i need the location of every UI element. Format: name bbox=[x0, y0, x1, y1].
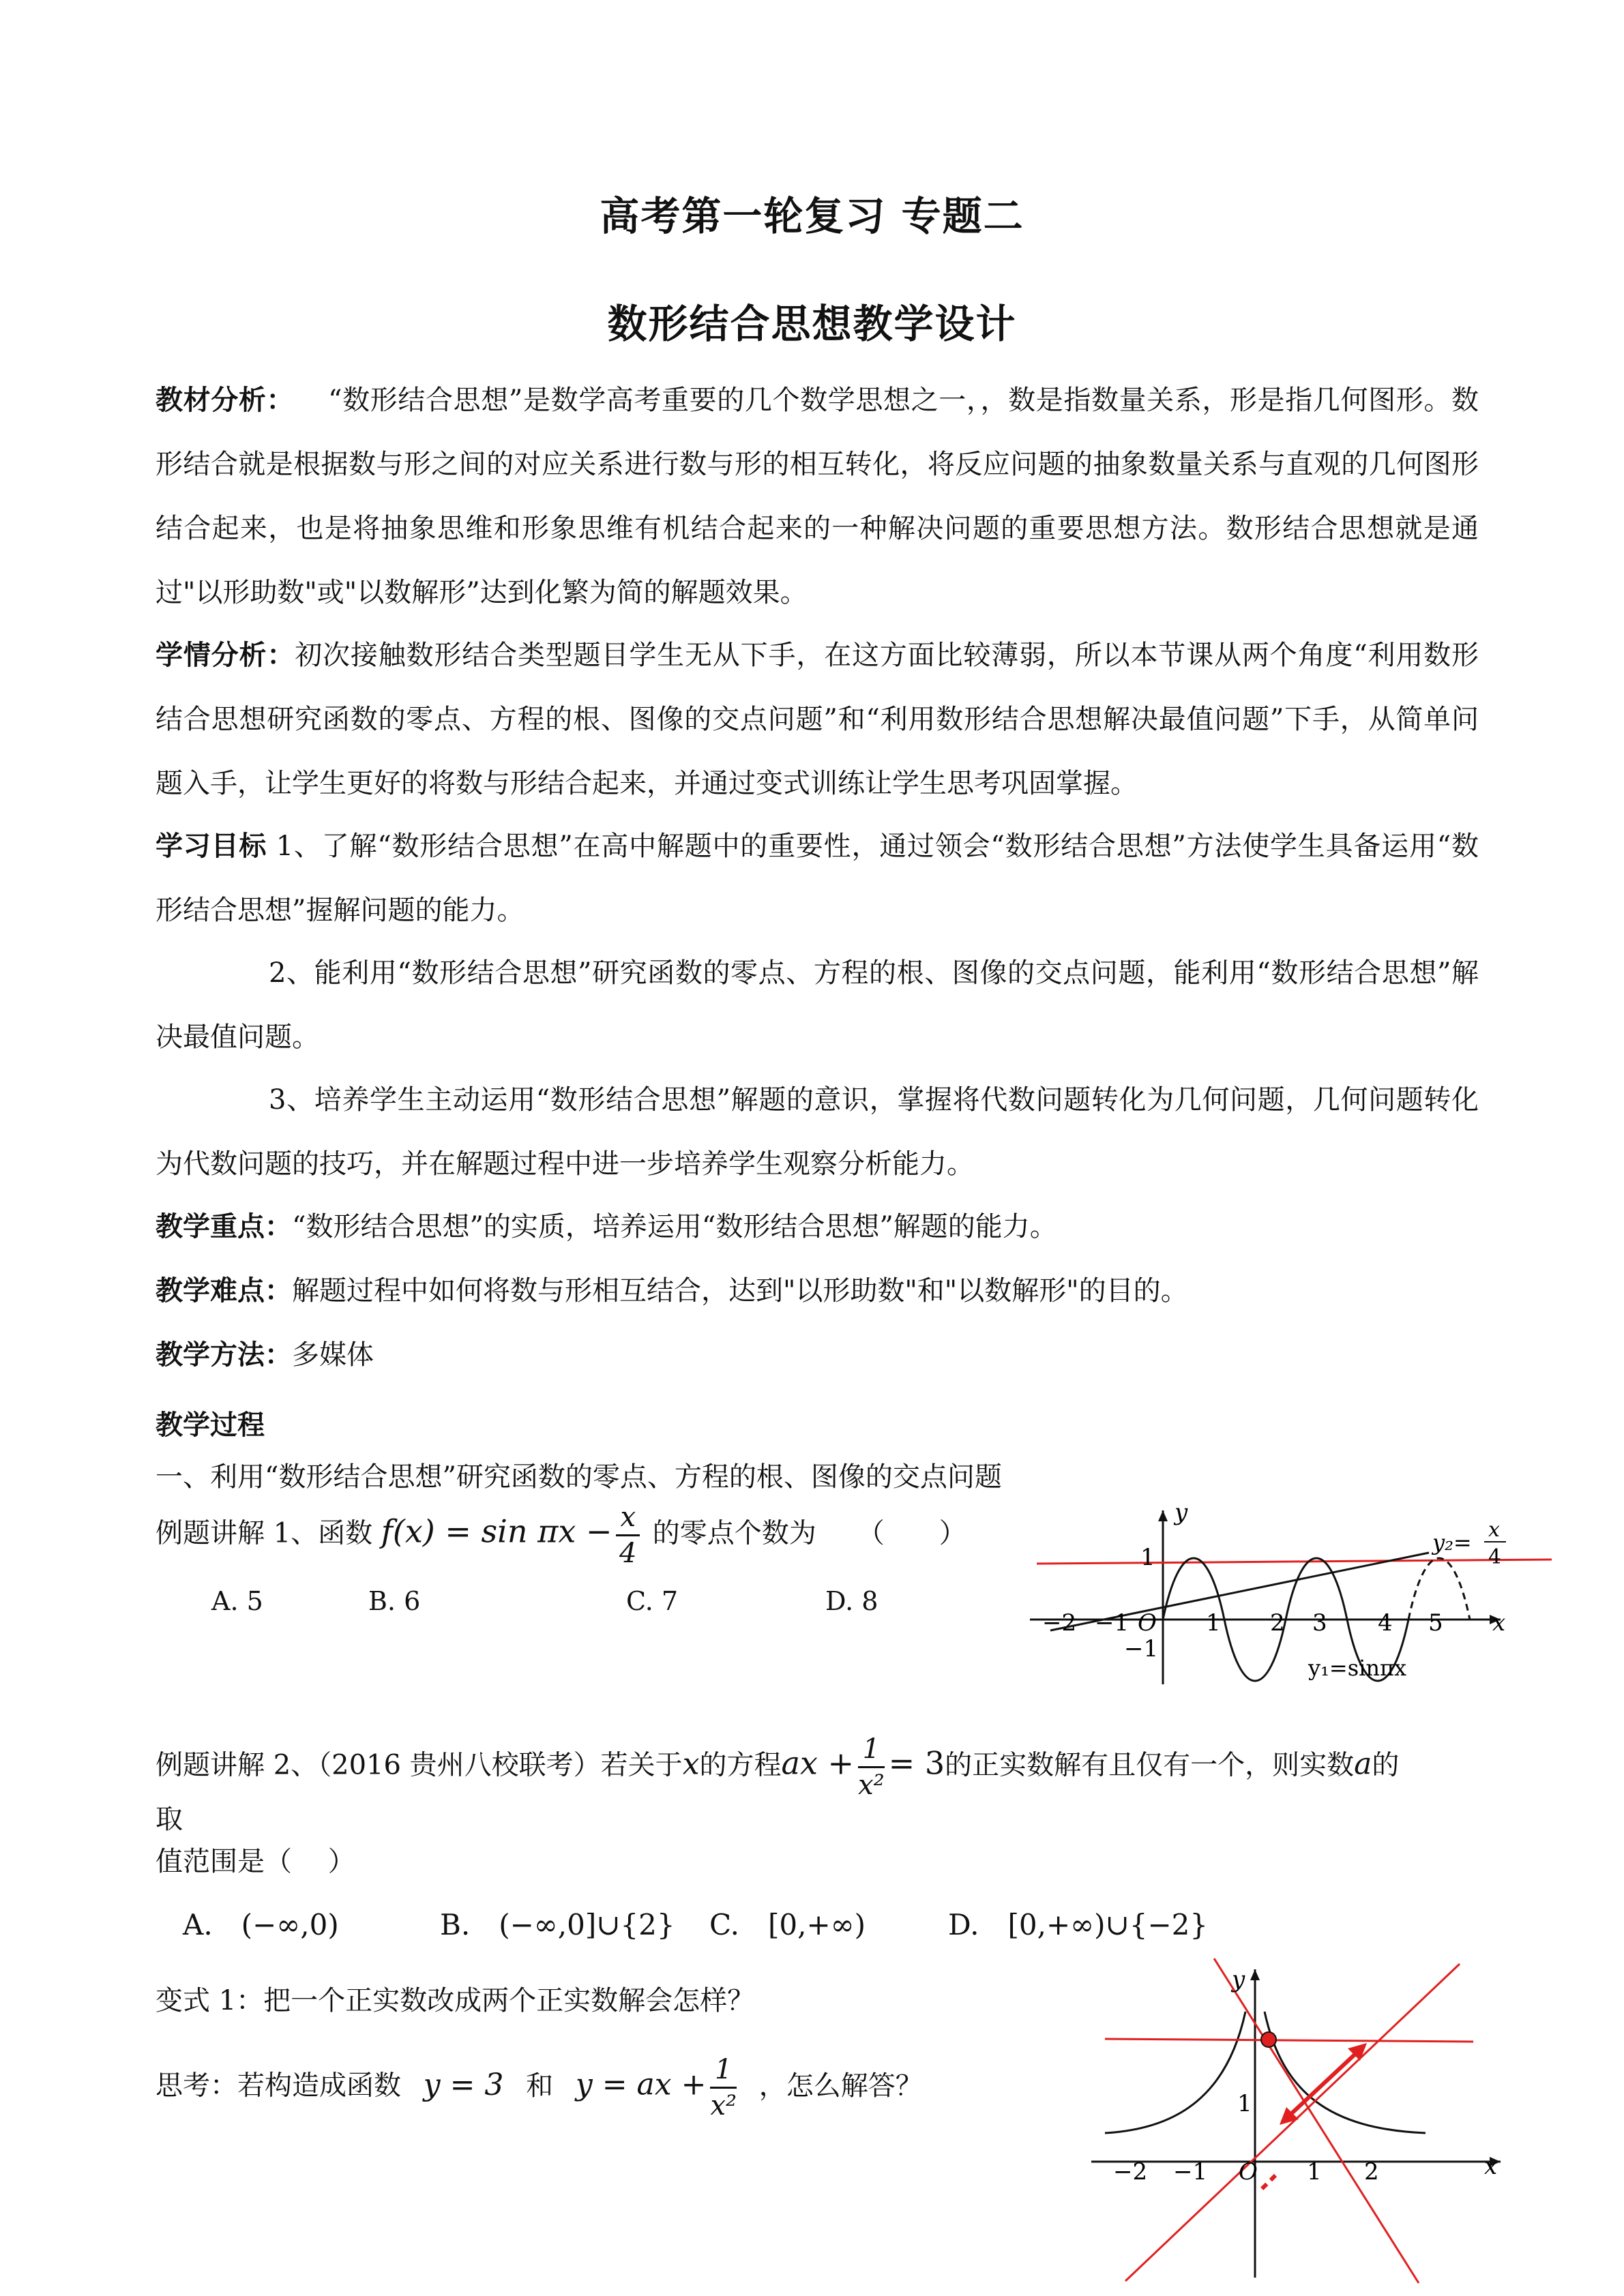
figure-2-tick-2: 2 bbox=[1364, 2158, 1379, 2186]
example-2-var-a: a bbox=[1354, 1746, 1372, 1782]
objectives-label: 学习目标 bbox=[156, 830, 267, 862]
objective-2: 2、能利用“数形结合思想”研究函数的零点、方程的根、图像的交点问题，能利用“数形结合思想”解决最值问题。 bbox=[156, 957, 1479, 1053]
example-2-eq-left: ax + bbox=[781, 1744, 855, 1782]
figure-1-x-label: x bbox=[1492, 1609, 1506, 1637]
example-2-line-2: 取 bbox=[156, 1804, 183, 1835]
figure-2-tick-neg1: −1 bbox=[1173, 2158, 1208, 2186]
figure-2-axes bbox=[1091, 1969, 1501, 2278]
figure-2-origin: O bbox=[1239, 2158, 1258, 2186]
example-2-option-b: B. (−∞,0]∪{2} bbox=[440, 1908, 675, 1941]
figure-1-y-label: y bbox=[1175, 1499, 1188, 1526]
figure-2-red-line-horizontal bbox=[1105, 2039, 1473, 2042]
figure-2-y-label: y bbox=[1232, 1966, 1245, 1993]
section-1-heading: 一、利用“数形结合思想”研究函数的零点、方程的根、图像的交点问题 bbox=[156, 1461, 1002, 1493]
figure-1-tick-neg1: −1 bbox=[1095, 1609, 1130, 1637]
figure-1-tick-3: 3 bbox=[1312, 1609, 1327, 1637]
example-2-option-a: A. (−∞,0) bbox=[183, 1908, 339, 1941]
figure-2-x-label: x bbox=[1484, 2153, 1498, 2180]
example-2-line-3: 值范围是（ ） bbox=[156, 1846, 355, 1877]
material-analysis bbox=[156, 368, 1479, 625]
example-2-eq-right: = 3 bbox=[888, 1744, 945, 1782]
key-point-text: “数形结合思想”的实质，培养运用“数形结合思想”解题的能力。 bbox=[292, 1211, 1057, 1242]
key-point bbox=[156, 1195, 1479, 1259]
example-1-option-a: A. 5 bbox=[211, 1586, 263, 1616]
figure-1-tick-5: 5 bbox=[1428, 1609, 1443, 1637]
method-label: 教学方法： bbox=[156, 1339, 292, 1371]
figure-2-curve-left bbox=[1105, 2012, 1245, 2133]
example-1-option-c: C. 7 bbox=[626, 1586, 679, 1616]
figure-1-axes bbox=[1030, 1510, 1501, 1684]
figure-2-intersection-point bbox=[1261, 2032, 1276, 2047]
student-analysis bbox=[156, 623, 1479, 816]
method-text: 多媒体 bbox=[292, 1339, 374, 1371]
example-1-option-b: B. 6 bbox=[368, 1586, 421, 1616]
think-and: 和 bbox=[526, 2070, 554, 2102]
variant-1: 变式 1：把一个正实数改成两个正实数解会怎样？ bbox=[156, 1985, 755, 2016]
example-2 bbox=[156, 1732, 1399, 1802]
figure-1-origin: O bbox=[1138, 1609, 1157, 1637]
figure-1-y1-label: y₁=sinπx bbox=[1308, 1655, 1407, 1681]
example-1-suffix: 的零点个数为 （ ） bbox=[652, 1517, 966, 1549]
figure-1-tick-4: 4 bbox=[1378, 1609, 1393, 1637]
example-2-middle: 的方程 bbox=[699, 1749, 782, 1781]
example-1-frac-den: 4 bbox=[619, 1538, 637, 1569]
example-2-option-c: C. [0,+∞) bbox=[709, 1908, 866, 1941]
difficulty bbox=[156, 1259, 1479, 1323]
example-2-fraction bbox=[858, 1732, 885, 1802]
title-line-1: 高考第一轮复习 专题二 bbox=[600, 193, 1024, 239]
example-1-fraction bbox=[616, 1500, 640, 1570]
think-fraction bbox=[710, 2053, 737, 2123]
example-2-prefix: 例题讲解 2、（2016 贵州八校联考）若关于 bbox=[156, 1749, 683, 1781]
example-2-frac-den: x² bbox=[858, 1770, 885, 1801]
example-1-option-d: D. 8 bbox=[825, 1586, 879, 1616]
figure-1-sine-graph bbox=[1023, 1497, 1562, 1695]
figure-1-tick-y-neg: −1 bbox=[1124, 1635, 1159, 1663]
think-suffix: ，怎么解答？ bbox=[758, 2070, 923, 2102]
figure-1-tick-1: 1 bbox=[1206, 1609, 1221, 1637]
example-2-end: 的 bbox=[1372, 1749, 1400, 1781]
figure-1-tick-y-pos: 1 bbox=[1140, 1544, 1155, 1571]
figure-2-red-dashed bbox=[1262, 2175, 1275, 2189]
figure-2-red-line-rising bbox=[1125, 1964, 1460, 2281]
think-frac-num: 1 bbox=[710, 2053, 737, 2089]
student-analysis-label: 学情分析： bbox=[156, 639, 295, 671]
difficulty-label: 教学难点： bbox=[156, 1274, 292, 1307]
material-analysis-text: “数形结合思想”是数学高考重要的几个数学思想之一，，数是指数量关系，形是指几何图形。数形结合就是根据数与形之间的对应关系进行数与形的相互转化，将反应问题的抽象数量关系与直观的几何图形结合起来，也是将抽象思维和形象思维有机结合起来的一种解决问题的重要思想方法。数形结合思想就是通过"以形助数"或"以数解形”达到化繁为简的解题效果。 bbox=[156, 385, 1479, 608]
figure-1-y2-label: y₂= bbox=[1432, 1530, 1472, 1555]
think-f1: y = 3 bbox=[423, 2067, 504, 2102]
example-2-var-x: x bbox=[682, 1746, 700, 1782]
figure-1-tick-2: 2 bbox=[1270, 1609, 1285, 1637]
objective-3: 3、培养学生主动运用“数形结合思想”解题的意识，掌握将代数问题转化为几何问题，几何问题转化为代数问题的技巧，并在解题过程中进一步培养学生观察分析能力。 bbox=[156, 1084, 1479, 1180]
example-2-option-d: D. [0,+∞)∪{−2} bbox=[948, 1908, 1209, 1941]
difficulty-text: 解题过程中如何将数与形相互结合，达到"以形助数"和"以数解形"的目的。 bbox=[292, 1275, 1188, 1307]
figure-1-red-line-y1 bbox=[1037, 1560, 1552, 1564]
think-frac-den: x² bbox=[710, 2090, 737, 2121]
title-line-2: 数形结合思想教学设计 bbox=[607, 301, 1017, 347]
figure-1-tick-neg2: −2 bbox=[1042, 1609, 1077, 1637]
think-f2: y = ax + bbox=[575, 2067, 707, 2102]
process-label: 教学过程 bbox=[156, 1409, 265, 1441]
figure-2-red-line-falling bbox=[1214, 1958, 1419, 2283]
figure-2-tick-y: 1 bbox=[1237, 2090, 1252, 2117]
figure-2-tick-neg2: −2 bbox=[1113, 2158, 1148, 2186]
example-2-suffix: 的正实数解有且仅有一个，则实数 bbox=[945, 1749, 1355, 1781]
figure-2-red-arrow bbox=[1282, 2046, 1364, 2122]
think-prefix: 思考：若构造成函数 bbox=[156, 2070, 401, 2102]
example-2-frac-num: 1 bbox=[858, 1732, 885, 1768]
example-1-function: f(x) = sin πx − bbox=[381, 1512, 612, 1550]
figure-2-graph bbox=[1078, 1957, 1514, 2284]
figure-2-tick-1: 1 bbox=[1307, 2158, 1322, 2186]
key-point-label: 教学重点： bbox=[156, 1210, 292, 1242]
method bbox=[156, 1323, 1479, 1387]
example-1-prefix: 例题讲解 1、函数 bbox=[156, 1517, 373, 1549]
objective-1 bbox=[156, 814, 1479, 942]
figure-1-y2-num: x bbox=[1488, 1518, 1500, 1542]
variant-1-think bbox=[156, 2053, 923, 2123]
example-1 bbox=[156, 1500, 966, 1570]
example-1-frac-num: x bbox=[616, 1500, 640, 1536]
figure-1-y2-den: 4 bbox=[1488, 1545, 1502, 1569]
student-analysis-text: 初次接触数形结合类型题目学生无从下手，在这方面比较薄弱，所以本节课从两个角度“利用数形结合思想研究函数的零点、方程的根、图像的交点问题”和“利用数形结合思想解决最值问题”下手，从简单问题入手，让学生更好的将数与形结合起来，并通过变式训练让学生思考巩固掌握。 bbox=[156, 640, 1479, 799]
material-analysis-label: 教材分析： bbox=[156, 384, 295, 416]
objective-1-text: 1、了解“数形结合思想”在高中解题中的重要性，通过领会“数形结合思想”方法使学生具备运用“数形结合思想”握解问题的能力。 bbox=[156, 831, 1479, 926]
